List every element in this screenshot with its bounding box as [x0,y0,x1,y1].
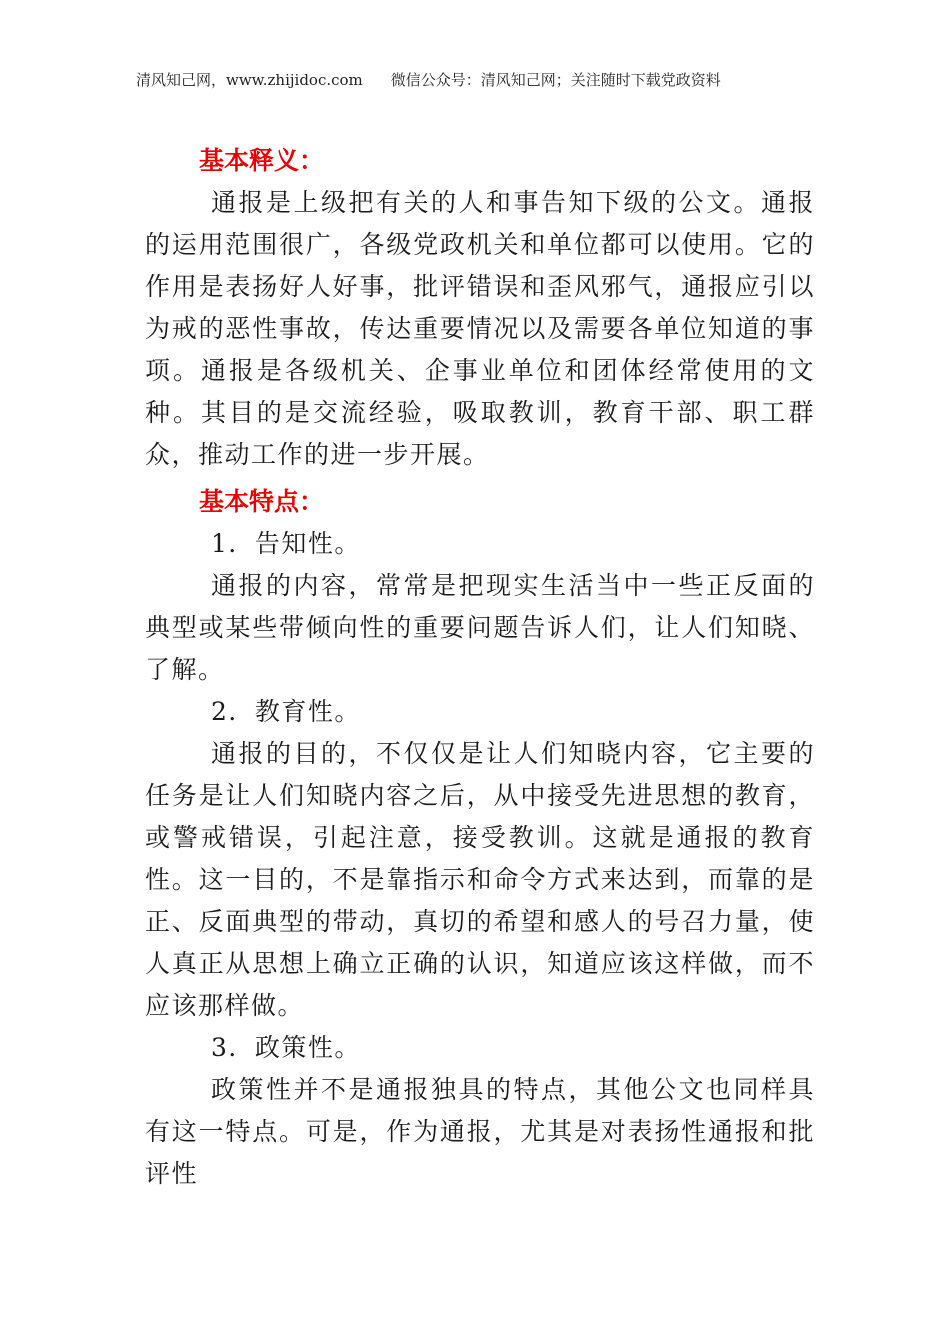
feature-label-2: 2．教育性。 [211,697,361,726]
feature-paragraph-2: 通报的目的，不仅仅是让人们知晓内容，它主要的任务是让人们知晓内容之后，从中接受先进思想的教育，或警戒错误，引起注意，接受教训。这就是通报的教育性。这一目的，不是靠指示和命令方式来达到，而靠的是正、反面典型的带动，真切的希望和感人的号召力量，使人真正从思想上确立正确的认识，知道应该这样做，而不应该那样做。 [145,739,815,1020]
feature-paragraph-1: 通报的内容，常常是把现实生活当中一些正反面的典型或某些带倾向性的重要问题告诉人们，让人们知晓、了解。 [145,571,815,684]
header-site: 清风知己网，www.zhijidoc.com [136,71,363,89]
page-header [136,70,836,90]
document-body [145,140,815,1195]
feature-paragraph-3: 政策性并不是通报独具的特点，其他公文也同样具有这一特点。可是，作为通报，尤其是对表扬性通报和批评性 [145,1075,815,1188]
section-heading-definition: 基本释义： [199,146,325,175]
feature-label-3: 3．政策性。 [211,1033,361,1062]
header-wechat: 微信公众号：清风知己网；关注随时下载党政资料 [390,71,721,89]
section-heading-features: 基本特点： [199,487,325,516]
feature-label-1: 1．告知性。 [211,529,361,558]
definition-paragraph: 通报是上级把有关的人和事告知下级的公文。通报的运用范围很广，各级党政机关和单位都可以使用。它的作用是表扬好人好事，批评错误和歪风邪气，通报应引以为戒的恶性事故，传达重要情况以及需要各单位知道的事项。通报是各级机关、企事业单位和团体经常使用的文种。其目的是交流经验，吸取教训，教育干部、职工群众，推动工作的进一步开展。 [145,188,815,469]
